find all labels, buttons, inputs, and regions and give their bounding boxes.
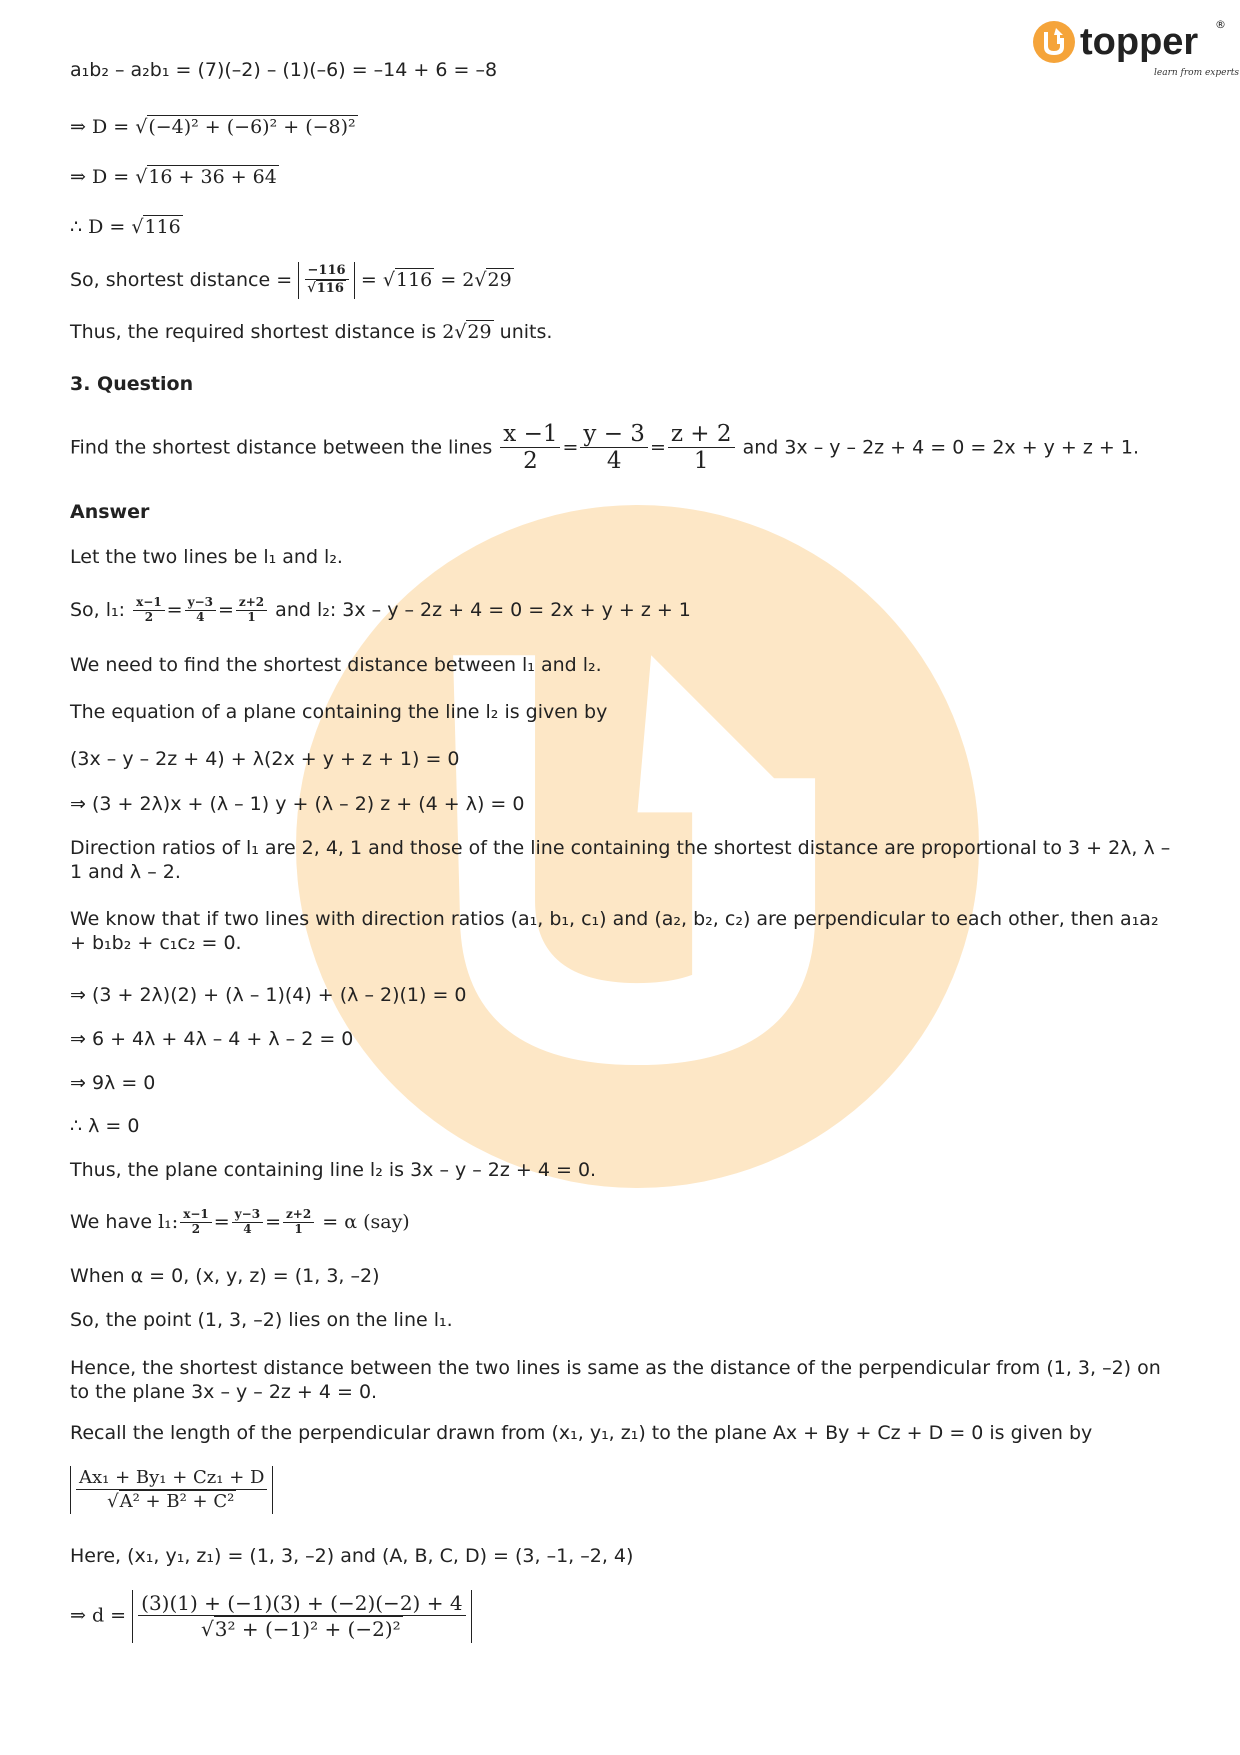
radicand: 116	[316, 280, 344, 296]
text-paragraph: Hence, the shortest distance between the two lines is same as the distance of the perpendicular from (1, 3, –2) on to the plane 3x – y – 2z + 4 = 0.	[70, 1357, 1161, 1403]
text-line: Here, (x₁, y₁, z₁) = (1, 3, –2) and (A, B, C, D) = (3, –1, –2, 4)	[70, 1545, 634, 1567]
sqrt-icon: √	[131, 216, 144, 238]
line-text: We have	[70, 1210, 153, 1233]
sqrt-icon: √	[307, 280, 316, 296]
equation-line	[70, 165, 279, 189]
radicand: 29	[467, 321, 492, 343]
numerator: Ax₁ + By₁ + Cz₁ + D	[76, 1468, 267, 1490]
denominator: 1	[247, 609, 256, 624]
fraction	[232, 1208, 263, 1237]
question-text	[70, 421, 1139, 475]
fraction	[580, 421, 648, 475]
line-text: Find the shortest distance between the lines	[70, 436, 493, 459]
text-line: ⇒ 6 + 4λ + 4λ – 4 + λ – 2 = 0	[70, 1028, 354, 1050]
line-text: units.	[499, 321, 553, 343]
fraction	[185, 596, 216, 625]
numerator: y − 3	[580, 421, 648, 448]
question-heading	[70, 372, 193, 396]
text-line: a₁b₂ – a₂b₁ = (7)(–2) – (1)(–6) = –14 + 6 = –8	[70, 59, 498, 81]
sqrt-icon: √	[454, 321, 467, 343]
absolute-value	[132, 1590, 471, 1643]
heading-text: Answer	[70, 501, 150, 523]
text-line: ⇒ 9λ = 0	[70, 1072, 156, 1094]
sqrt-icon: √	[201, 1617, 214, 1641]
text-line: ⇒ (3 + 2λ)(2) + (λ – 1)(4) + (λ – 2)(1) = 0	[70, 984, 467, 1006]
heading-text: 3. Question	[70, 373, 194, 395]
radicand: A² + B² + C²	[119, 1490, 235, 1512]
denominator: 4	[243, 1221, 252, 1236]
line-label: l₁:	[158, 1210, 179, 1233]
denominator: 4	[606, 448, 622, 475]
answer-heading	[70, 500, 149, 524]
denominator	[304, 280, 349, 297]
text-line: So, l₁: $\frac{x-1}{2}$ = $\frac{y-3}{4}$ = $\frac{z+2}{1}$ and l₂: 3x – y – 2z + 4 = 0 = 2x + y + z + 1	[70, 595, 691, 624]
sqrt-icon: √	[135, 166, 148, 188]
equals: =	[562, 436, 579, 459]
text-line: So, the point (1, 3, –2) lies on the line l₁.	[70, 1309, 453, 1331]
text-line: ⇒ (3 + 2λ)x + (λ – 1) y + (λ – 2) z + (4 + λ) = 0	[70, 793, 525, 815]
line-text: = α (say)	[322, 1210, 410, 1233]
numerator: x −1	[500, 421, 560, 448]
numerator: y−3	[232, 1208, 263, 1223]
sqrt-icon: √	[382, 268, 395, 291]
formula	[70, 1590, 472, 1643]
line-text: So, shortest distance =	[70, 268, 293, 291]
text-line: When α = 0, (x, y, z) = (1, 3, –2)	[70, 1265, 380, 1287]
equation-line	[70, 215, 183, 239]
sqrt-icon: √	[107, 1490, 119, 1512]
eq-prefix: ⇒ D =	[70, 116, 130, 138]
eq-prefix: ⇒ D =	[70, 166, 130, 188]
fraction	[76, 1468, 267, 1512]
eq-prefix: ∴ D =	[70, 216, 126, 238]
line-text: and l₂: 3x – y – 2z + 4 = 0 = 2x + y + z + 1	[275, 598, 691, 621]
text-line: Thus, the plane containing line l₂ is 3x – y – 2z + 4 = 0.	[70, 1159, 597, 1181]
absolute-value	[70, 1466, 273, 1514]
denominator	[198, 1616, 406, 1641]
line-text: Thus, the required shortest distance is	[70, 321, 437, 343]
text-line: We have l₁: $\frac{x-1}{2}$ = $\frac{y-3}{4}$ = $\frac{z+2}{1}$ = α (say)	[70, 1207, 410, 1236]
equals: =	[360, 268, 377, 291]
equals: = 2	[440, 268, 475, 291]
denominator: 1	[693, 448, 709, 475]
absolute-value	[298, 262, 355, 299]
line-text: So, l₁:	[70, 598, 126, 621]
radicand: 116	[144, 216, 181, 238]
numerator: z+2	[236, 596, 267, 611]
numerator: x−1	[133, 596, 165, 611]
text-line: ∴ λ = 0	[70, 1115, 140, 1137]
fraction	[236, 596, 267, 625]
denominator	[104, 1490, 239, 1513]
fraction	[138, 1592, 465, 1641]
denominator: 2	[144, 609, 154, 624]
registered-mark: ®	[1215, 18, 1226, 31]
coefficient: 2	[442, 321, 455, 343]
radicand: 3² + (−1)² + (−2)²	[214, 1617, 401, 1641]
fraction	[133, 596, 165, 625]
sqrt-icon: √	[135, 116, 148, 138]
eq-prefix: ⇒ d =	[70, 1604, 127, 1627]
fraction	[668, 421, 735, 475]
numerator: x−1	[180, 1208, 212, 1223]
fraction	[283, 1208, 314, 1237]
denominator: 4	[196, 609, 205, 624]
text-line: (3x – y – 2z + 4) + λ(2x + y + z + 1) = 0	[70, 748, 460, 770]
equals: =	[649, 436, 666, 459]
line-text: and 3x – y – 2z + 4 = 0 = 2x + y + z + 1.	[742, 436, 1139, 459]
sqrt-icon: √	[474, 268, 487, 291]
topper-logo-icon	[1030, 14, 1240, 84]
text-line: Recall the length of the perpendicular drawn from (x₁, y₁, z₁) to the plane Ax + By + Cz + D = 0 is given by	[70, 1422, 1093, 1444]
text-paragraph: We know that if two lines with direction ratios (a₁, b₁, c₁) and (a₂, b₂, c₂) are perpendicular to each other, then a₁a₂ + b₁b₂ + c₁c₂ = 0.	[70, 908, 1159, 954]
fraction	[304, 264, 349, 297]
text-line: We need to find the shortest distance between l₁ and l₂.	[70, 654, 602, 676]
radicand: 116	[396, 268, 433, 291]
denominator: 1	[294, 1221, 303, 1236]
numerator: z + 2	[668, 421, 735, 448]
numerator: y−3	[185, 596, 216, 611]
fraction	[180, 1208, 212, 1237]
formula	[70, 1466, 273, 1514]
radicand: (−4)² + (−6)² + (−8)²	[148, 116, 356, 138]
numerator: −116	[305, 264, 349, 280]
numerator: (3)(1) + (−1)(3) + (−2)(−2) + 4	[138, 1592, 465, 1616]
radicand: 16 + 36 + 64	[148, 166, 277, 188]
denominator: 2	[191, 1221, 201, 1236]
text-line: Let the two lines be l₁ and l₂.	[70, 546, 343, 568]
fraction	[500, 421, 560, 475]
topper-logo	[1030, 14, 1240, 84]
equation-line	[70, 115, 358, 139]
denominator: 2	[523, 448, 538, 475]
text-line	[70, 262, 514, 299]
numerator: z+2	[283, 1208, 314, 1223]
text-paragraph: Direction ratios of l₁ are 2, 4, 1 and those of the line containing the shortest distance are proportional to 3 + 2λ, λ – 1 and λ – 2.	[70, 837, 1171, 883]
text-line: The equation of a plane containing the line l₂ is given by	[70, 701, 608, 723]
logo-wordmark: topper	[1080, 21, 1199, 63]
radicand: 29	[487, 268, 512, 291]
text-line	[70, 320, 552, 344]
logo-tagline: learn from experts	[1154, 68, 1240, 78]
